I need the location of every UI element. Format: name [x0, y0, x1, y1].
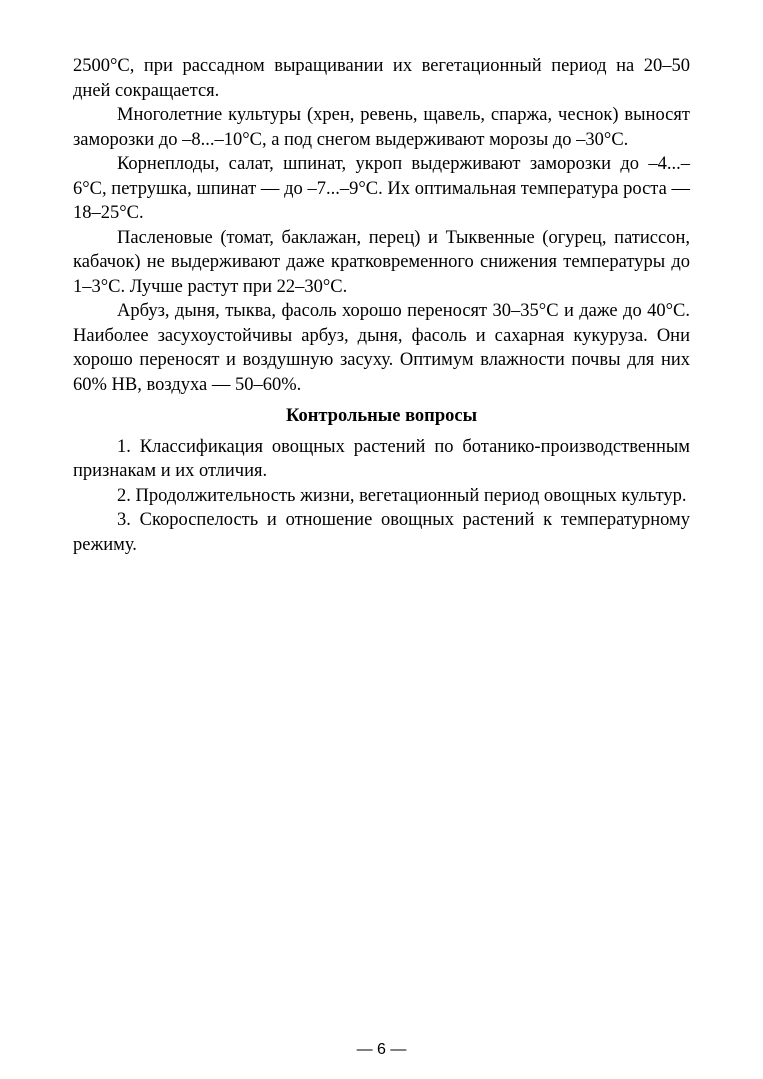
paragraph-continuation: 2500°С, при рассадном выращивании их вегетационный период на 20–50 дней сокращается. [73, 56, 690, 101]
question-item: 1. Классификация овощных растений по ботанико-производственным признакам и их отличия. [73, 436, 690, 481]
paragraph-solanaceae: Пасленовые (томат, баклажан, перец) и Тыквенные (огурец, патиссон, кабачок) не выдерживают даже кратковременного снижения температуры до 1–3°С. Лучше растут при 22–30°С. [73, 227, 690, 297]
page-content [73, 54, 690, 557]
page-number: — 6 — [356, 1041, 407, 1058]
paragraph-melons: Арбуз, дыня, тыква, фасоль хорошо переносят 30–35°С и даже до 40°С. Наиболее засухоустойчивы арбуз, дыня, фасоль и сахарная кукуруза. Они хорошо переносят и воздушную засуху. Оптимум влажности почвы для них 60% НВ, воздуха — 50–60%. [73, 301, 690, 395]
paragraph-root-crops: Корнеплоды, салат, шпинат, укроп выдерживают заморозки до –4...–6°С, петрушка, шпинат — до –7...–9°С. Их оптимальная температура роста — 18–25°С. [73, 154, 690, 223]
paragraph-perennials: Многолетние культуры (хрен, ревень, щавель, спаржа, чеснок) выносят заморозки до –8...–10°С, а под снегом выдерживают морозы до –30°С. [73, 105, 690, 150]
question-item: 3. Скороспелость и отношение овощных растений к температурному режиму. [73, 510, 690, 555]
section-heading: Контрольные вопросы [285, 406, 478, 426]
question-item: 2. Продолжительность жизни, вегетационный период овощных культур. [117, 485, 687, 506]
